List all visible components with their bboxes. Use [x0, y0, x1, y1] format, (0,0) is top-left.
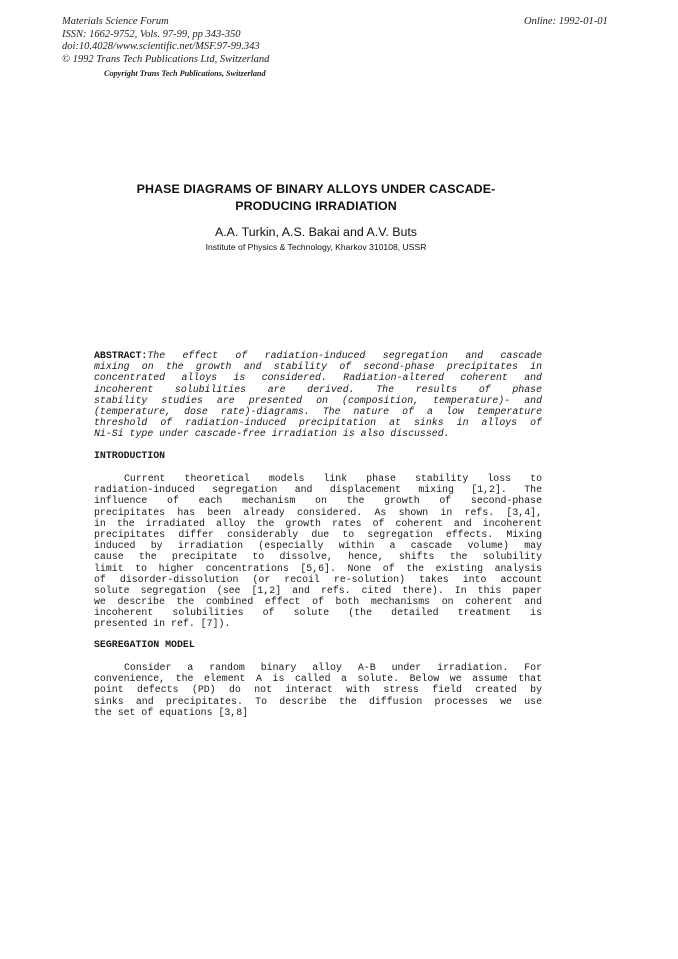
abstract-label: ABSTRACT: [94, 350, 148, 361]
intro-line: influence of each mechanism on the growth of second-phase [94, 495, 542, 507]
journal-header [62, 16, 269, 66]
intro-line: Current theoretical models link phase stability loss to [124, 473, 542, 484]
copyright-year-line: © 1992 Trans Tech Publications Ltd, Switzerland [62, 53, 270, 65]
intro-line: of disorder-dissolution (or recoil re-solution) takes into account [94, 573, 542, 585]
abstract-line: (temperature, dose rate)-diagrams. The nature of a low temperature [94, 405, 542, 417]
abstract-line: stability studies are presented on (composition, temperature)- and [94, 394, 542, 406]
intro-line: in the irradiated alloy the growth rates of coherent and incoherent [94, 517, 542, 529]
seg-line: sinks and precipitates. To describe the diffusion processes we use [94, 695, 542, 707]
introduction-section [94, 473, 542, 630]
abstract-section [94, 350, 542, 440]
intro-line: induced by irradiation (especially within a cascade volume) may [94, 540, 542, 552]
seg-line: the set of equations [3,8] [94, 706, 249, 718]
intro-line: limit to higher concentrations [5,6]. None of the existing analysis [94, 562, 542, 574]
intro-line: precipitates differ considerably due to segregation effects. Mixing [94, 528, 542, 540]
paper-affiliation: Institute of Physics & Technology, Kharkov 310108, USSR [205, 242, 427, 252]
abstract-line: Ni-Si type under cascade-free irradiation is also discussed. [94, 428, 450, 440]
segregation-model-section [94, 662, 542, 718]
intro-line: solute segregation (see [1,2] and refs. cited there). In this paper [94, 584, 542, 596]
intro-line: presented in ref. [7]). [94, 618, 231, 630]
intro-line: radiation-induced segregation and displacement mixing [1,2]. The [94, 484, 542, 496]
doi-line[interactable]: doi:10.4028/www.scientific.net/MSF.97-99.343 [62, 41, 260, 52]
copyright-notice: Copyright Trans Tech Publications, Switzerland [104, 69, 266, 78]
paper-authors: A.A. Turkin, A.S. Bakai and A.V. Buts [214, 225, 418, 239]
abstract-line: concentrated alloys is considered. Radiation-altered coherent and [94, 372, 542, 384]
journal-name: Materials Science Forum [62, 16, 169, 27]
issn-line: ISSN: 1662-9752, Vols. 97-99, pp 343-350 [62, 28, 241, 40]
seg-line: convenience, the element A is called a solute. Below we assume that [94, 673, 542, 685]
paper-title [96, 181, 536, 215]
intro-line: precipitates has been already considered. As shown in refs. [3,4], [94, 506, 542, 518]
online-date: Online: 1992-01-01 [524, 16, 608, 27]
abstract-line: incoherent solubilities are derived. The results of phase [94, 383, 542, 395]
seg-line: Consider a random binary alloy A-B under irradiation. For [124, 662, 542, 673]
seg-line: point defects (PD) do not interact with stress field created by [94, 684, 542, 696]
title-line-2: PRODUCING IRRADIATION [235, 199, 397, 213]
abstract-line: ABSTRACT:The effect of radiation-induced segregation and cascade [94, 350, 542, 361]
segregation-model-heading: SEGREGATION MODEL [94, 639, 195, 650]
intro-line: incoherent solubilities of solute (the detailed treatment is [94, 607, 542, 619]
intro-line: we describe the combined effect of both mechanisms on coherent and [94, 596, 542, 608]
abstract-line: mixing on the growth and stability of second-phase precipitates in [94, 361, 542, 373]
title-line-1: PHASE DIAGRAMS OF BINARY ALLOYS UNDER CASCADE- [136, 182, 496, 196]
intro-line: cause the precipitate to dissolve, hence, shifts the solubility [94, 551, 542, 563]
introduction-heading: INTRODUCTION [94, 450, 166, 461]
abstract-line: threshold of radiation-induced precipitation at sinks in alloys of [94, 417, 542, 429]
